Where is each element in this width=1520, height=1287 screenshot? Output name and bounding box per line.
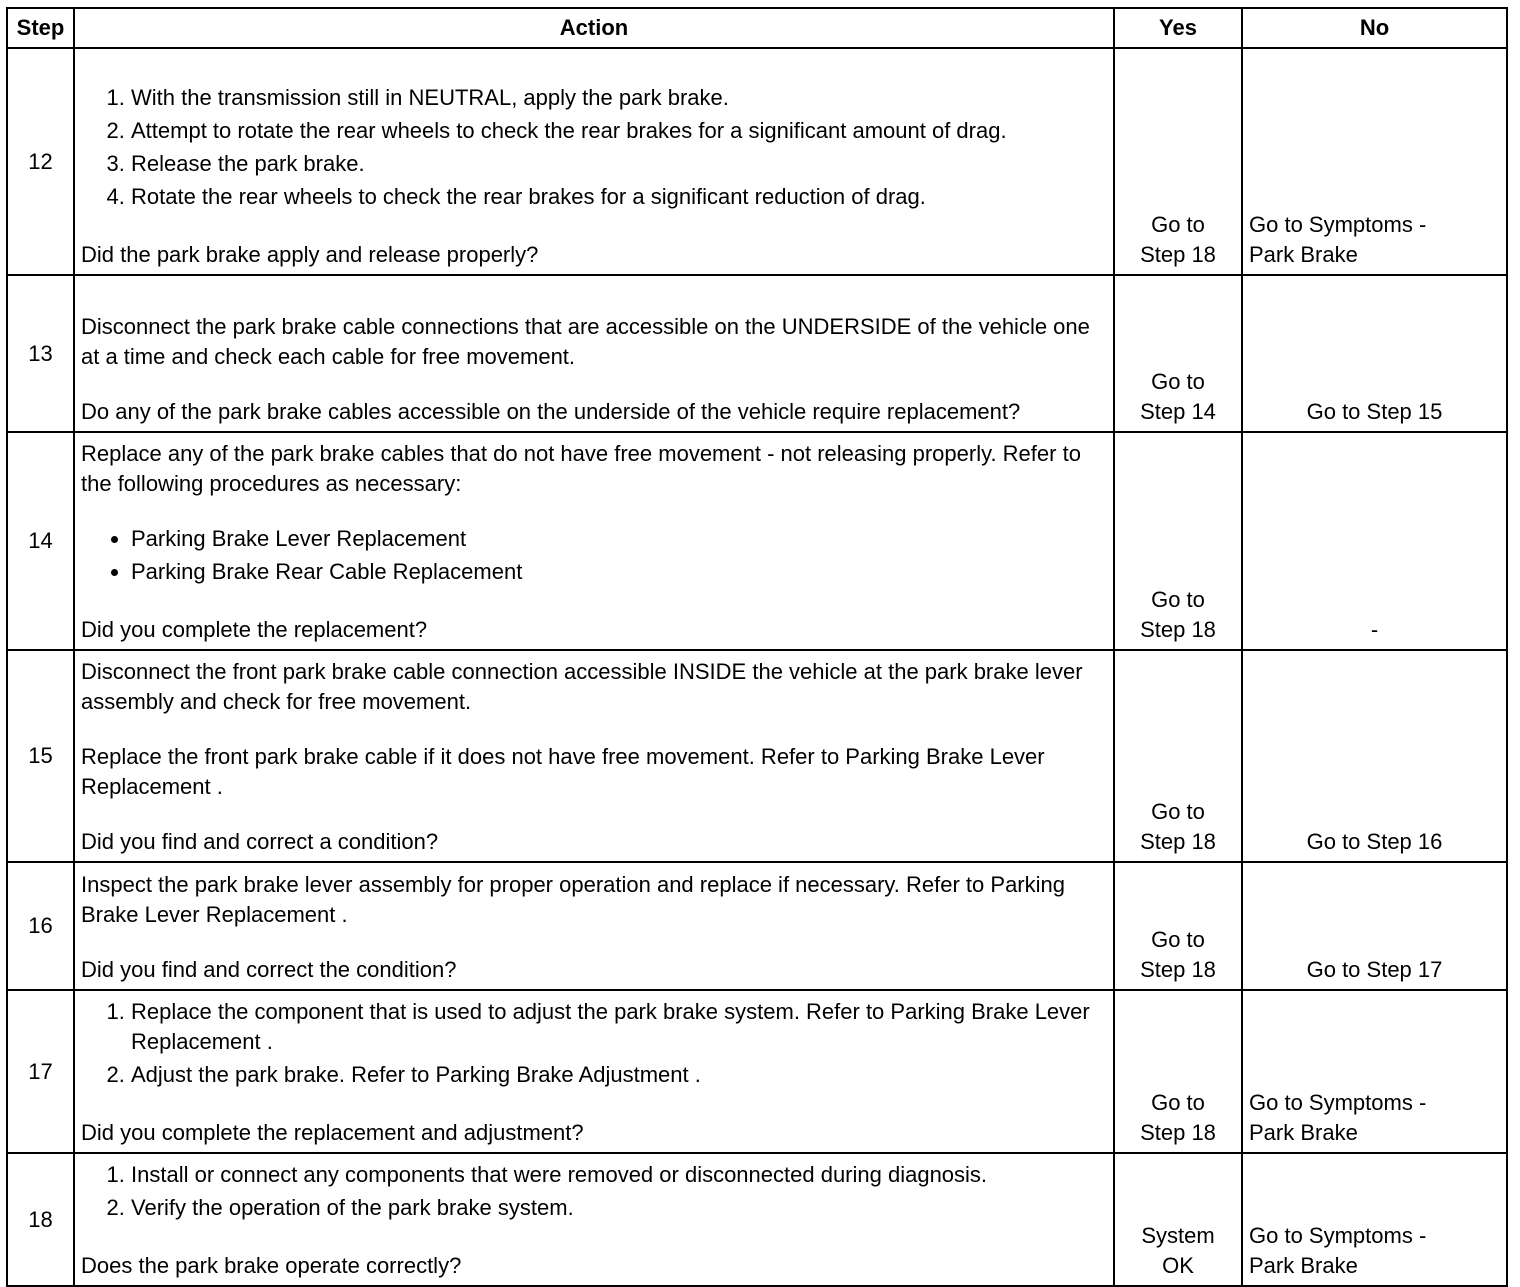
yes-cell [1114, 48, 1242, 275]
action-cell [74, 432, 1114, 650]
header-step: Step [7, 8, 74, 48]
step-number: 15 [7, 650, 74, 862]
table-row [7, 862, 1507, 990]
no-cell [1242, 990, 1507, 1153]
no-line: Go to Symptoms - [1249, 1090, 1427, 1115]
step-number: 16 [7, 862, 74, 990]
action-cell [74, 1153, 1114, 1286]
no-line: Park Brake [1249, 242, 1358, 267]
list-item: • Parking Brake Rear Cable Replacement [131, 557, 1107, 587]
step-number: 14 [7, 432, 74, 650]
no-cell: Go to Step 17 [1242, 862, 1507, 990]
question: Do any of the park brake cables accessible on the underside of the vehicle require replacement? [81, 399, 1021, 424]
procedure-list [81, 524, 1107, 587]
yes-line: Step 18 [1140, 957, 1216, 982]
list-item: 2. Attempt to rotate the rear wheels to check the rear brakes for a significant amount of drag. [131, 116, 1107, 146]
diagnostic-table [6, 7, 1508, 1287]
action-list [81, 997, 1107, 1090]
action-cell [74, 650, 1114, 862]
no-cell: Go to Step 16 [1242, 650, 1507, 862]
action-cell [74, 48, 1114, 275]
question: Did you find and correct the condition? [81, 957, 457, 982]
action-text: Disconnect the front park brake cable connection accessible INSIDE the vehicle at the park brake lever assembly and check for free movement. [81, 659, 1083, 714]
yes-line: Go to [1151, 587, 1205, 612]
action-list [81, 83, 1107, 212]
table-row [7, 432, 1507, 650]
yes-line: Go to [1151, 1090, 1205, 1115]
list-item: 1. Install or connect any components that were removed or disconnected during diagnosis. [131, 1160, 1107, 1190]
action-list [81, 1160, 1107, 1223]
header-action: Action [74, 8, 1114, 48]
yes-line: OK [1162, 1253, 1194, 1278]
action-text: Disconnect the park brake cable connections that are accessible on the UNDERSIDE of the vehicle one at a time and check each cable for free movement. [81, 314, 1090, 369]
table-row [7, 1153, 1507, 1286]
yes-cell [1114, 275, 1242, 432]
action-cell [74, 990, 1114, 1153]
header-row [7, 8, 1507, 48]
header-yes: Yes [1114, 8, 1242, 48]
yes-line: Step 18 [1140, 1120, 1216, 1145]
table-row [7, 990, 1507, 1153]
no-cell: - [1242, 432, 1507, 650]
step-number: 17 [7, 990, 74, 1153]
no-cell [1242, 1153, 1507, 1286]
action-text: Inspect the park brake lever assembly for proper operation and replace if necessary. Refer to Parking Brake Lever Replacement . [81, 872, 1065, 927]
yes-line: Step 14 [1140, 399, 1216, 424]
yes-line: Go to [1151, 369, 1205, 394]
step-number: 12 [7, 48, 74, 275]
header-no: No [1242, 8, 1507, 48]
action-text: Replace the front park brake cable if it does not have free movement. Refer to Parking Brake Lever Replacement . [81, 744, 1045, 799]
action-cell [74, 862, 1114, 990]
yes-cell [1114, 862, 1242, 990]
table-row [7, 650, 1507, 862]
yes-cell [1114, 432, 1242, 650]
table-row [7, 48, 1507, 275]
yes-line: Go to [1151, 799, 1205, 824]
table-row [7, 275, 1507, 432]
question: Did you complete the replacement? [81, 617, 428, 642]
yes-line: Step 18 [1140, 242, 1216, 267]
question: Did you find and correct a condition? [81, 829, 439, 854]
no-line: Go to Symptoms - [1249, 212, 1427, 237]
no-line: Go to Symptoms - [1249, 1223, 1427, 1248]
yes-line: Step 18 [1140, 829, 1216, 854]
yes-line: System [1141, 1223, 1215, 1248]
list-item: 1. With the transmission still in NEUTRAL, apply the park brake. [131, 83, 1107, 113]
question: Did the park brake apply and release properly? [81, 242, 539, 267]
yes-cell [1114, 650, 1242, 862]
yes-cell [1114, 990, 1242, 1153]
list-item: 3. Release the park brake. [131, 149, 1107, 179]
yes-line: Go to [1151, 212, 1205, 237]
no-line: Park Brake [1249, 1253, 1358, 1278]
no-cell [1242, 48, 1507, 275]
yes-cell [1114, 1153, 1242, 1286]
list-item: 2. Verify the operation of the park brake system. [131, 1193, 1107, 1223]
action-cell [74, 275, 1114, 432]
list-item: • Parking Brake Lever Replacement [131, 524, 1107, 554]
yes-line: Step 18 [1140, 617, 1216, 642]
no-line: Park Brake [1249, 1120, 1358, 1145]
list-item: 1. Replace the component that is used to adjust the park brake system. Refer to Parking Brake Lever Replacement . [131, 997, 1107, 1057]
step-number: 18 [7, 1153, 74, 1286]
list-item: 2. Adjust the park brake. Refer to Parking Brake Adjustment . [131, 1060, 1107, 1090]
step-number: 13 [7, 275, 74, 432]
question: Does the park brake operate correctly? [81, 1253, 462, 1278]
list-item: 4. Rotate the rear wheels to check the rear brakes for a significant reduction of drag. [131, 182, 1107, 212]
action-text: Replace any of the park brake cables that do not have free movement - not releasing properly. Refer to the following procedures as necessary: [81, 441, 1081, 496]
no-cell: Go to Step 15 [1242, 275, 1507, 432]
yes-line: Go to [1151, 927, 1205, 952]
question: Did you complete the replacement and adjustment? [81, 1120, 584, 1145]
